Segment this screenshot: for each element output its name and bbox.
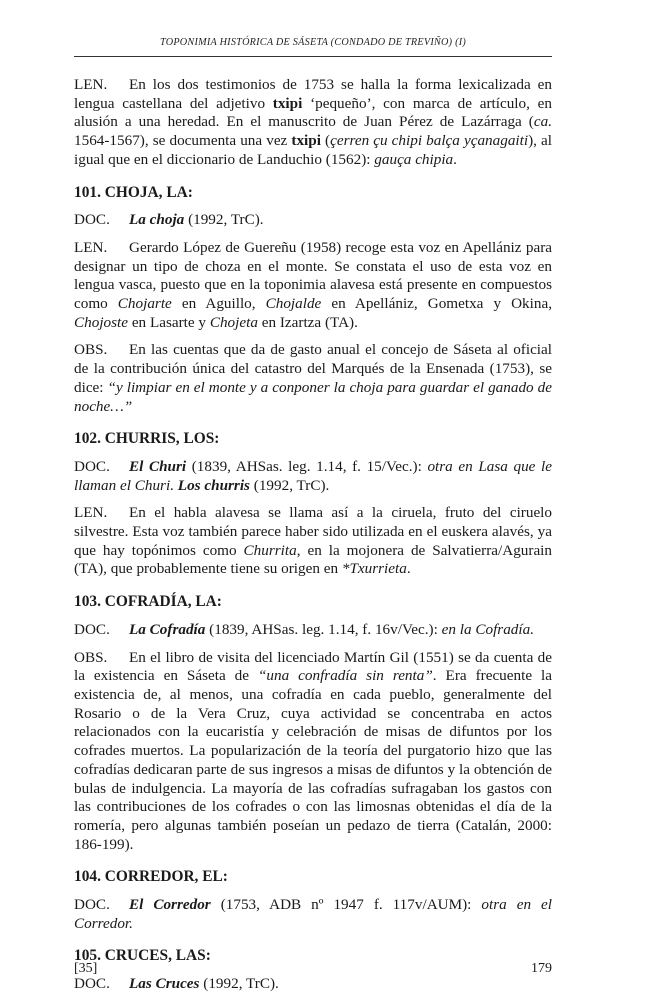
para-label: OBS. — [74, 341, 108, 359]
running-header: TOPONIMIA HISTÓRICA DE SÁSETA (CONDADO DE TREVIÑO) (I) — [160, 37, 466, 48]
para-label: DOC. — [74, 896, 110, 914]
entry-title-102: 102. CHURRIS, LOS: — [74, 430, 220, 448]
entry-title-101: 101. CHOJA, LA: — [74, 183, 193, 201]
section-number: [35] — [74, 961, 98, 976]
para-label: DOC. — [74, 457, 110, 475]
entry-title-105: 105. CRUCES, LAS: — [74, 947, 211, 965]
entry-104-doc: DOC. El Corredor (1753, ADB nº 1947 f. 117v/AUM): otra en el Corredor. — [74, 896, 552, 932]
para-label: LEN. — [74, 504, 108, 522]
entry-title-103: 103. COFRADÍA, LA: — [74, 593, 222, 611]
para-label: OBS. — [74, 648, 108, 666]
intro-len-paragraph: LEN. En los dos testimonios de 1753 se halla la forma lexicalizada en lengua castellana del adjetivo txipi ‘pequeño’, con marca de artículo, en alusión a una heredad. En el manuscrito de Juan Pérez de Lazárraga (ca. 1564-1567), se documenta una vez txipi (çerren çu chipi balça yçanagaiti), al igual que en el diccionario de Landuchio (1562): gauça chipia. — [74, 76, 552, 168]
entry-102-doc: DOC. El Churi (1839, AHSas. leg. 1.14, f. 15/Vec.): otra en Lasa que le llaman el Churi. Los churris (1992, TrC). — [74, 457, 552, 494]
entry-102-len: LEN. En el habla alavesa se llama así a la ciruela, fruto del ciruelo silvestre. Esta voz también parece haber sido utilizada en el euskera alavés, ya que hay topónimos como Churrita, en la mojonera de Salvatierra/Agurain (TA), que probablemente tiene su origen en *Txurrieta. — [74, 504, 552, 578]
entry-103-doc: DOC. La Cofradía (1839, AHSas. leg. 1.14, f. 16v/Vec.): en la Cofradía. — [74, 620, 535, 638]
page-body — [74, 76, 552, 1003]
entry-101-len: LEN. Gerardo López de Guereñu (1958) recoge esta voz en Apellániz para designar un tipo de choza en el monte. Se constata el uso de esta voz en lengua vasca, puesto que en la toponimia alavesa está presente en compuestos como Chojarte en Aguillo, Chojalde en Apellániz, Gometxa y Okina, Chojoste en Lasarte y Chojeta en Izartza (TA). — [74, 238, 552, 331]
para-label: LEN. — [74, 76, 108, 93]
entry-105-doc: DOC. Las Cruces (1992, TrC). — [74, 975, 279, 993]
entry-title-104: 104. CORREDOR, EL: — [74, 868, 228, 886]
header-rule — [74, 56, 552, 57]
para-label: DOC. — [74, 211, 110, 229]
page-number: 179 — [531, 961, 552, 976]
para-label: LEN. — [74, 238, 108, 256]
para-label: DOC. — [74, 975, 110, 993]
page-footer — [74, 961, 552, 977]
entry-101-doc: DOC. La choja (1992, TrC). — [74, 211, 264, 229]
entry-101-obs: OBS. En las cuentas que da de gasto anual el concejo de Sáseta al oficial de la contribución única del catastro del Marqués de la Ensenada (1753), se dice: “y limpiar en el monte y a conponer la choja para guardar el ganado de noche…” — [74, 341, 552, 415]
entry-103-obs: OBS. En el libro de visita del licenciado Martín Gil (1551) se da cuenta de la existencia en Sáseta de “una confradía sin renta”. Era frecuente la existencia de, al menos, una cofradía en cada pueblo, generalmente del Rosario o de la Vera Cruz, cuya actividad se concentraba en actos relacionados con la eucaristía y celebración de misas de difuntos por los cofrades muertos. La popularización de la teoría del purgatorio hizo que las cofradías dedicaran parte de sus ingresos a misas de difuntos y la obtención de bulas de indulgencia. La mayoría de las cofradías sufragaban los gastos con las contribuciones de los cofrades o con las limosnas obtenidas el día de la romería, pero algunas también poseían un pedazo de tierra (Catalán, 2000: 186-199). — [74, 648, 552, 853]
para-label: DOC. — [74, 620, 110, 638]
